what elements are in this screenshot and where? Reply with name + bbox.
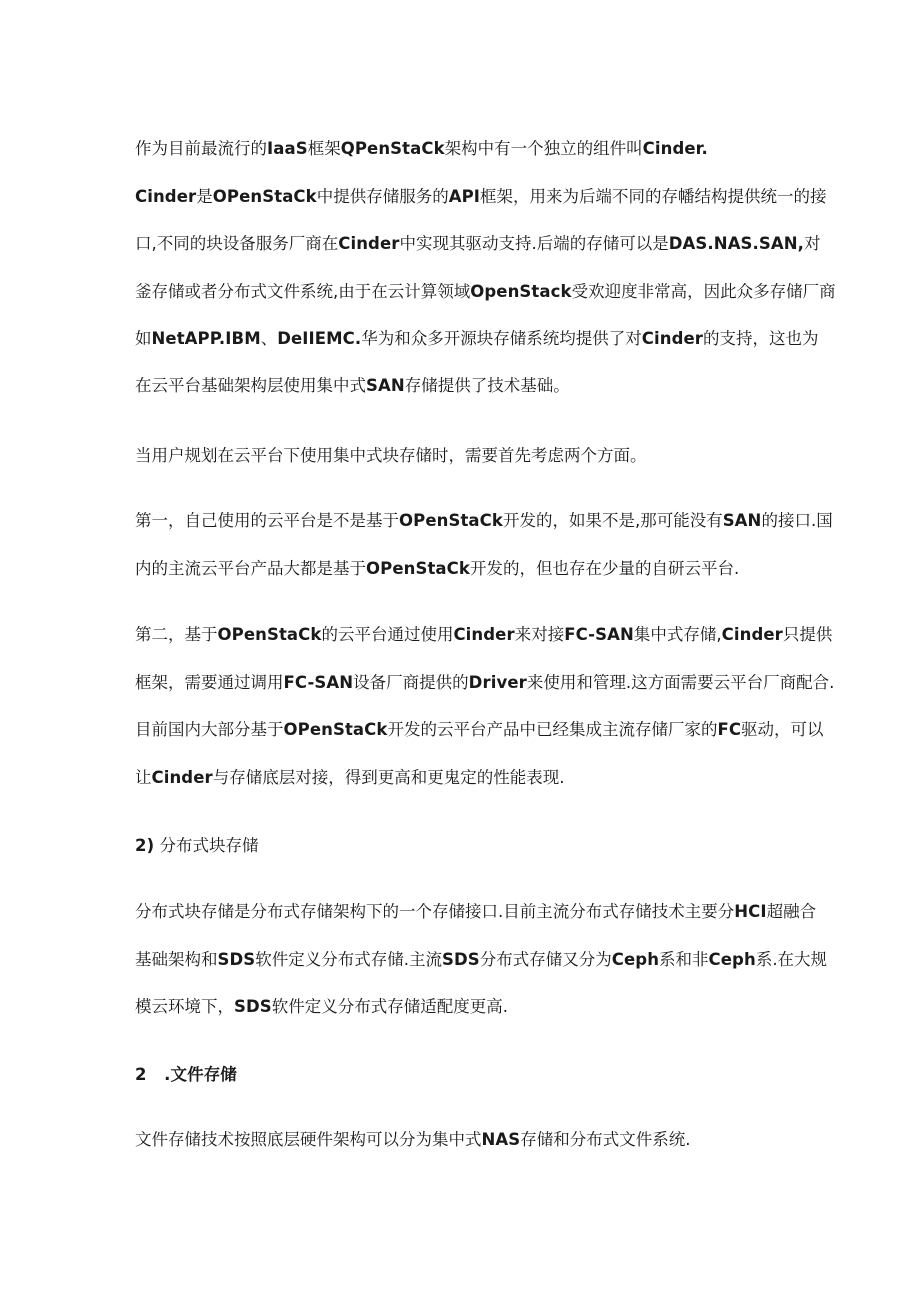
segment: SDS [234,997,272,1016]
segment: QPenStaCk [340,139,445,158]
segment: Ceph [708,950,756,969]
para-2-line-3 [135,277,836,307]
segment: 的云平台通过使用 [321,625,454,644]
segment: 的支持，这也为 [703,329,819,348]
segment: FC-SAN [283,673,354,692]
para-5-line-3 [135,715,824,745]
segment: DAS.NAS.SAN, [668,234,805,253]
segment: Cinder [641,329,704,348]
para-5-line-1 [135,620,833,650]
segment: 的接口.国 [761,511,833,530]
segment: 框架，用来为后端不同的存幡结构提供统一的接 [480,187,827,206]
segment: Cinder [338,234,400,253]
para-1-line-1 [135,134,790,164]
segment: 2) [135,836,155,855]
segment: HCI [734,902,767,921]
segment: 如 [135,329,152,348]
segment: 驱动，可以 [741,720,824,739]
segment: 基础架构和 [135,950,218,969]
segment: 分布式存储又分为 [479,950,612,969]
segment: 华为和众多开源块存储系统均提供了对 [361,329,642,348]
segment: NAS [481,1130,521,1149]
segment: 软件定义分布式存储.主流 [255,950,443,969]
para-6-line-1 [135,897,817,927]
segment: NetAPP.IBM [151,329,261,348]
para-7-line-1 [135,1125,790,1155]
segment: 、 [260,329,278,348]
segment: 让 [135,768,152,787]
segment: .文件存储 [146,1065,237,1084]
segment: OPenStaCk [217,625,322,644]
segment: Driver [468,673,527,692]
segment: 当用户规划在云平台下使用集中式块存储时，需要首先考虑两个方面。 [135,446,647,465]
segment: 框架 [307,139,341,158]
segment: 中提供存储服务的 [316,187,449,206]
segment: 与存储底层对接，得到更高和更鬼定的性能表现. [212,768,565,787]
segment: API [448,187,481,206]
segment: 第一，自己使用的云平台是不是基于 [135,511,399,530]
segment: 受欢迎度非常高，因此众多存储厂商 [571,282,836,301]
segment: OPenStaCk [212,187,317,206]
segment: 框架，需要通过调用 [135,673,284,692]
segment: 开发的，如果不是,那可能没有 [502,511,723,530]
para-5-line-2 [135,668,835,698]
segment: SDS [442,950,480,969]
para-4-line-1 [135,506,833,536]
segment: 开发的云平台产品中已经集成主流存储厂家的 [387,720,718,739]
segment: SDS [217,950,256,969]
segment: 超融合 [766,902,817,921]
segment: 设备厂商提供的 [353,673,469,692]
segment: 集中式存储, [633,625,722,644]
segment: OPenStaCk [366,559,470,578]
segment: 目前国内大部分基于 [135,720,284,739]
segment: 开发的，但也存在少量的自研云平台. [469,559,740,578]
segment: 釜存储或者分布式文件系统,由于在云计算领域 [135,282,471,301]
segment: 文件存储技术按照底层硬件架构可以分为集中式 [135,1130,482,1149]
segment: IaaS [267,139,308,158]
segment: 系和非 [659,950,709,969]
segment: SAN [722,511,762,530]
segment: 中实现其驱动支持.后端的存储可以是 [399,234,669,253]
segment: 第二，基于 [135,625,218,644]
para-6-line-3 [135,992,790,1022]
segment: Cinder [453,625,515,644]
segment: 作为目前最流行的 [135,139,267,158]
segment: 2 [135,1065,147,1084]
segment: 来使用和管理.这方面需要云平台厂商配合. [526,673,835,692]
segment: 口,不同的块设备服务厂商在 [135,234,339,253]
para-2-line-5 [135,371,790,401]
para-3-line-1 [135,441,790,471]
para-2-line-2 [135,229,821,259]
segment: 架构中有一个独立的组件叫 [444,139,643,158]
segment: 系.在大规 [755,950,828,969]
para-4-line-2 [135,554,790,584]
segment: 在云平台基础架构层使用集中式 [135,376,366,395]
segment: FC [717,720,742,739]
segment: OpenStack [470,282,572,301]
segment: Cinder. [642,139,708,158]
segment: 分布式块存储是分布式存储架构下的一个存储接口.目前主流分布式存储技术主要分 [135,902,735,921]
segment: SAN [366,376,405,395]
segment: 存储和分布式文件系统. [520,1130,691,1149]
segment: 对 [804,234,821,253]
segment: OPenStaCk [283,720,388,739]
para-2-line-1 [135,182,827,212]
section-heading-distributed-block [135,831,790,861]
section-heading-file-storage [135,1060,790,1090]
segment: 分布式块存储 [154,836,259,855]
segment: 来对接 [514,625,565,644]
segment: Cinder [721,625,783,644]
para-2-line-4 [135,324,819,354]
segment: 是 [196,187,213,206]
segment: Cinder [151,768,213,787]
segment: 软件定义分布式存储适配度更高. [271,997,509,1016]
segment: Ceph [611,950,660,969]
segment: 只提供 [782,625,833,644]
segment: DeIIEMC. [277,329,362,348]
segment: 存储提供了技术基础。 [404,376,570,395]
segment: OPenStaCk [399,511,503,530]
para-5-line-4 [135,763,790,793]
segment: 内的主流云平台产品大都是基于 [135,559,366,578]
segment: 模云环境下， [135,997,234,1016]
segment: FC-SAN [564,625,634,644]
segment: Cinder [135,187,197,206]
para-6-line-2 [135,945,828,975]
